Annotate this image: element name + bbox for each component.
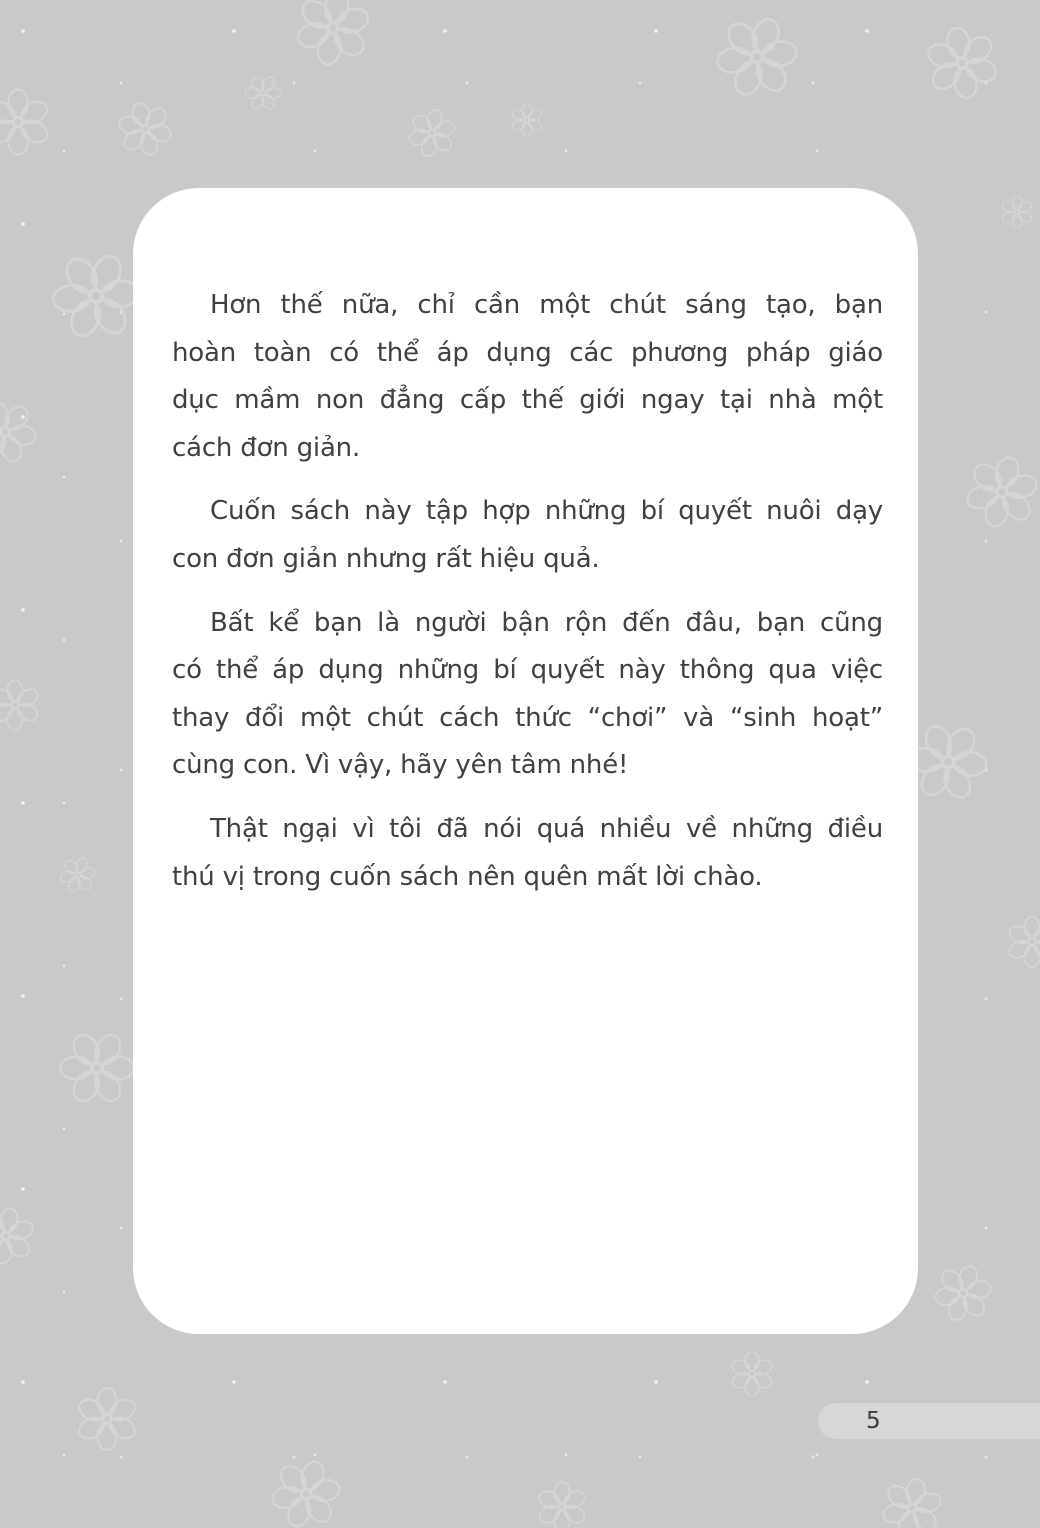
- flower-icon: [920, 22, 1003, 104]
- flower-icon: [958, 448, 1040, 535]
- flower-icon: [536, 1482, 587, 1528]
- flower-icon: [0, 388, 49, 476]
- flower-icon: [262, 1450, 350, 1528]
- paragraph-4: [172, 806, 883, 901]
- text-line: có thể áp dụng những bí quyết này thông qua việc: [172, 655, 883, 686]
- flower-icon: [0, 680, 41, 730]
- flower-icon: [239, 69, 288, 118]
- page-number: 5: [866, 1408, 881, 1434]
- text-line: Bất kể bạn là người bận rộn đến đâu, bạn cũng: [210, 607, 883, 638]
- text-line: Thật ngại vì tôi đã nói quá nhiều về những điều: [210, 813, 883, 844]
- flower-icon: [704, 5, 809, 109]
- flower-icon: [510, 104, 543, 136]
- flower-icon: [0, 90, 51, 155]
- flower-icon: [1000, 196, 1033, 228]
- flower-icon: [0, 1203, 39, 1268]
- text-line: thay đổi một chút cách thức “chơi” và “sinh hoạt”: [172, 702, 883, 733]
- page-number-pill: [818, 1403, 1040, 1439]
- text-line: hoàn toàn có thể áp dụng các phương pháp giáo: [172, 337, 883, 368]
- text-line: con đơn giản nhưng rất hiệu quả.: [172, 543, 600, 574]
- text-line: cùng con. Vì vậy, hãy yên tâm nhé!: [172, 750, 629, 781]
- body-text: [172, 282, 883, 917]
- paragraph-1: [172, 282, 883, 472]
- flower-icon: [75, 1388, 138, 1450]
- flower-icon: [1006, 917, 1040, 967]
- text-line: thú vị trong cuốn sách nên quên mất lời chào.: [172, 861, 763, 892]
- flower-icon: [55, 852, 101, 898]
- text-line: Cuốn sách này tập hợp những bí quyết nuôi dạy: [210, 496, 883, 527]
- text-line: Hơn thế nữa, chỉ cần một chút sáng tạo, bạn: [210, 290, 883, 320]
- flower-icon: [290, 0, 377, 71]
- flower-icon: [107, 91, 183, 167]
- paragraph-3: [172, 600, 883, 790]
- text-line: cách đơn giản.: [172, 432, 361, 463]
- flower-icon: [876, 1473, 947, 1528]
- paragraph-2: [172, 488, 883, 583]
- content-card: [133, 188, 918, 1334]
- flower-icon: [404, 105, 461, 161]
- flower-icon: [729, 1352, 774, 1396]
- flower-icon: [927, 1258, 999, 1329]
- text-line: dục mầm non đẳng cấp thế giới ngay tại nhà một: [172, 385, 883, 416]
